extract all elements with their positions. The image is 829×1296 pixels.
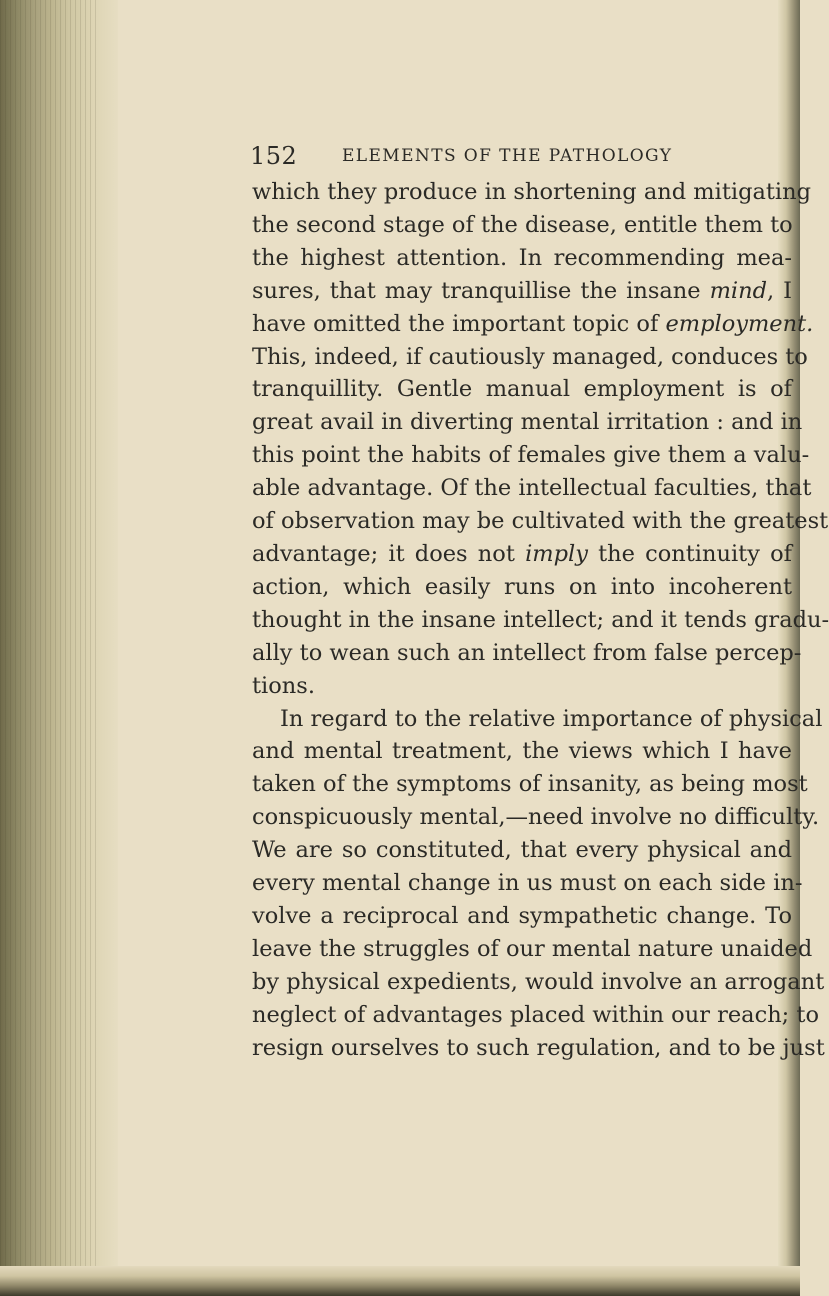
text-line: action, which easily runs on into incoherent	[252, 573, 792, 600]
text-line: We are so constituted, that every physical and	[252, 837, 792, 864]
running-head	[250, 142, 790, 174]
text-run: the continuity of	[587, 540, 792, 567]
text-line: every mental change in us must on each side in-	[252, 870, 803, 897]
text-line	[252, 275, 792, 308]
text-line: neglect of advantages placed within our reach; to	[252, 1001, 820, 1028]
body-text	[252, 176, 829, 1064]
text-line: taken of the symptoms of insanity, as being most	[252, 771, 808, 798]
emphasis-mind: mind	[709, 277, 767, 304]
text-line	[252, 308, 814, 341]
text-line: ally to wean such an intellect from false percep-	[252, 639, 802, 666]
text-line	[252, 538, 792, 571]
running-title: ELEMENTS OF THE PATHOLOGY	[342, 146, 673, 166]
text-line: This, indeed, if cautiously managed, conduces to	[252, 343, 808, 370]
text-line: volve a reciprocal and sympathetic change. To	[252, 902, 792, 929]
text-line: able advantage. Of the intellectual faculties, that	[252, 475, 812, 502]
text-line: the highest attention. In recommending mea-	[252, 244, 792, 271]
text-run: have omitted the important topic of	[252, 310, 666, 337]
text-line: tranquillity. Gentle manual employment is of	[252, 376, 792, 403]
text-line: leave the struggles of our mental nature unaided	[252, 935, 813, 962]
emphasis-imply: imply	[525, 540, 588, 567]
text-line: the second stage of the disease, entitle them to	[252, 211, 793, 238]
text-run: , I	[767, 277, 792, 304]
text-line: resign ourselves to such regulation, and to be just	[252, 1034, 825, 1061]
text-line: thought in the insane intellect; and it tends gradu-	[252, 606, 829, 633]
text-run: advantage; it does not	[252, 540, 526, 567]
text-line: great avail in diverting mental irritation : and in	[252, 409, 803, 436]
text-line: by physical expedients, would involve an arrogant	[252, 968, 825, 995]
text-line: which they produce in shortening and mitigating	[252, 179, 812, 205]
text-line: tions.	[252, 672, 315, 699]
text-line: of observation may be cultivated with the greatest	[252, 508, 829, 535]
text-line: conspicuously mental,—need involve no difficulty.	[252, 804, 820, 831]
page-number: 152	[250, 142, 298, 170]
text-line: In regard to the relative importance of physical	[280, 705, 823, 732]
text-run: sures, that may tranquillise the insane	[252, 277, 710, 304]
emphasis-employment: employment.	[665, 310, 814, 337]
text-line: and mental treatment, the views which I have	[252, 738, 792, 765]
text-line: this point the habits of females give them a valu-	[252, 442, 810, 469]
